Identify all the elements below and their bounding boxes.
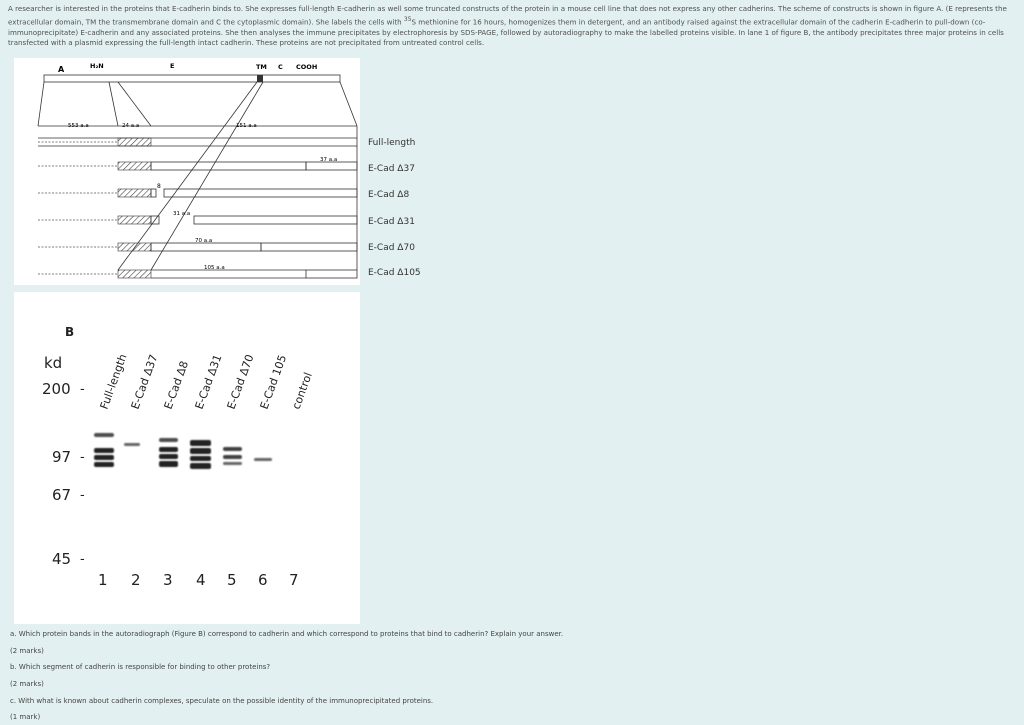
lane-number-4: 4 — [196, 571, 206, 589]
intro-text-part2: S methionine for 16 hours, homogenizes them in detergent, and an antibody raised against the extracellular domain of the cadherin E-cadherin to pull-down (co-immunoprecipitate) E-cadherin and any associated proteins. She then analyses the immune precipitates by electrophoresis by SDS-PAGE, followed by autoradiography to make the labelled proteins visible. In lane 1 of figure B, the antibody precipitates three major proteins in cells transfected with a plasmid expressing the full-length intact cadherin. These proteins are not precipitated from untreated control cells. — [8, 16, 1004, 48]
lane-label-4: E-Cad Δ31 — [192, 352, 225, 412]
lane-label-6: E-Cad 105 — [257, 353, 290, 412]
gel-lane-4-bands — [190, 440, 211, 469]
size-label-553: 553 a.a — [68, 123, 89, 129]
gel-lane-6-bands — [254, 458, 272, 461]
svg-text:-: - — [80, 450, 85, 465]
question-a-marks: (2 marks) — [10, 647, 44, 655]
zoom-line — [109, 82, 118, 126]
question-c-marks: (1 mark) — [10, 713, 41, 721]
size-label-70: 70 a.a — [195, 238, 213, 244]
size-label-151: 151 a.a — [236, 123, 257, 129]
marker-45: 45 — [52, 550, 72, 568]
figure-b-label: B — [65, 325, 75, 339]
size-label-105: 105 a.a — [204, 265, 225, 271]
size-label-24: 24 a.a — [122, 123, 140, 129]
figure-a-construct-scheme — [14, 58, 360, 285]
isotope-superscript: 35 — [403, 15, 412, 23]
construct-row — [38, 265, 357, 278]
construct-row — [38, 138, 357, 146]
lane-number-6: 6 — [258, 571, 268, 589]
gel-lane-1-bands — [94, 433, 114, 467]
zoom-line — [118, 82, 151, 126]
domain-label-tm: TM — [256, 63, 267, 71]
question-c: c. With what is known about cadherin complexes, speculate on the possible identity of the immunoprecipitated proteins. — [10, 697, 434, 705]
lane-label-2: E-Cad Δ37 — [128, 352, 161, 412]
marker-97: 97 — [52, 448, 72, 466]
question-a: a. Which protein bands in the autoradiograph (Figure B) correspond to cadherin and which correspond to proteins that bind to cadherin? Explain your answer. — [10, 630, 564, 638]
gel-lane-5-bands — [223, 447, 242, 465]
kd-unit-label: kd — [44, 354, 63, 372]
construct-label-full-length: Full-length — [368, 138, 416, 148]
question-b-marks: (2 marks) — [10, 680, 44, 688]
zoom-line — [340, 82, 357, 126]
construct-row — [38, 157, 357, 170]
gel-lane-2-bands — [124, 443, 140, 446]
size-label-31: 31 a.a — [173, 211, 191, 217]
figure-a-label: A — [58, 65, 65, 74]
figure-b-autoradiograph — [14, 292, 360, 624]
lane-number-5: 5 — [227, 571, 237, 589]
construct-row — [38, 211, 357, 224]
question-b: b. Which segment of cadherin is responsible for binding to other proteins? — [10, 663, 271, 671]
size-label-37: 37 a.a — [320, 157, 338, 163]
lane-number-7: 7 — [289, 571, 299, 589]
domain-label-cooh: COOH — [296, 63, 318, 71]
construct-label-d105: E-Cad Δ105 — [368, 268, 421, 278]
gel-image — [14, 292, 360, 624]
lane-label-1: Full-length — [97, 352, 130, 412]
construct-row — [38, 238, 357, 251]
lane-label-7: control — [289, 370, 315, 412]
domain-label-e: E — [170, 62, 175, 70]
intro-text-part1: A researcher is interested in the proteins that E-cadherin binds to. She expresses full-length E-cadherin as well some truncated constructs of the protein in a mouse cell line that does not express any other cadherins. The scheme of constructs is shown in figure A. (E represents the extracellular domain, TM the transmembrane domain and C the cytoplasmic domain). She labels the cells with — [8, 4, 1007, 26]
svg-text:-: - — [80, 552, 85, 567]
tm-segment — [257, 75, 263, 82]
svg-text:-: - — [80, 382, 85, 397]
construct-diagram — [14, 58, 360, 285]
gel-lane-3-bands — [159, 438, 178, 467]
lane-label-3: E-Cad Δ8 — [161, 359, 192, 412]
marker-67: 67 — [52, 486, 72, 504]
lane-number-3: 3 — [163, 571, 173, 589]
deletion-marker: 8 — [157, 183, 161, 190]
full-protein-bar — [44, 75, 340, 82]
domain-label-h2n: H₂N — [90, 62, 104, 70]
marker-200: 200 — [42, 380, 71, 398]
svg-text:-: - — [80, 488, 85, 503]
construct-label-d31: E-Cad Δ31 — [368, 217, 415, 227]
domain-label-c: C — [278, 63, 283, 71]
lane-label-5: E-Cad Δ70 — [224, 352, 257, 412]
construct-label-d37: E-Cad Δ37 — [368, 164, 415, 174]
lane-number-1: 1 — [98, 571, 108, 589]
intro-paragraph — [8, 4, 1018, 49]
construct-label-d8: E-Cad Δ8 — [368, 190, 410, 200]
construct-label-d70: E-Cad Δ70 — [368, 243, 415, 253]
lane-number-2: 2 — [131, 571, 141, 589]
zoom-line — [38, 82, 44, 126]
construct-row — [38, 183, 357, 197]
